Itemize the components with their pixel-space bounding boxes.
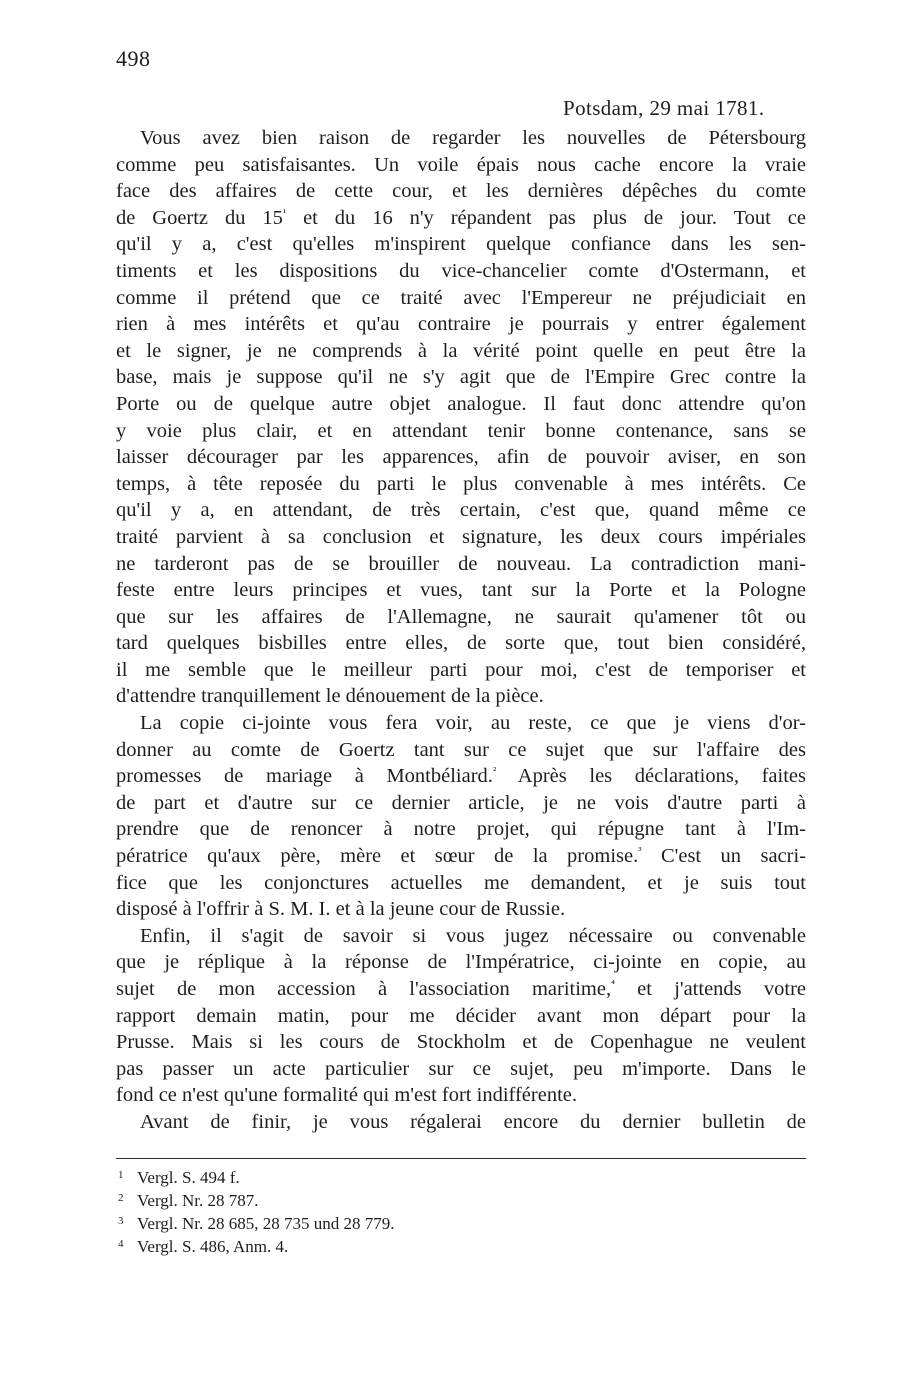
text-line: traité parvient à sa conclusion et signature, les deux cours impériales — [116, 525, 806, 548]
footnote — [118, 1164, 808, 1187]
letter-body — [116, 125, 806, 1136]
text-segment: promesses de mariage à Montbéliard. — [116, 765, 493, 788]
text-line: comme peu satisfaisantes. Un voile épais nous cache encore la vraie — [116, 153, 806, 176]
footnote — [118, 1210, 808, 1233]
text-segment: de Goertz du 15 — [116, 206, 283, 229]
text-line: face des affaires de cette cour, et les dernières dépêches du comte — [116, 180, 806, 203]
text-line: La copie ci-jointe vous fera voir, au reste, ce que je viens d'or- — [140, 712, 806, 735]
footnote-separator — [116, 1158, 806, 1159]
text-line: fice que les conjonctures actuelles me demandent, et je suis tout — [116, 871, 806, 894]
text-line: qu'il y a, en attendant, de très certain, c'est que, quand même ce — [116, 499, 806, 522]
text-line: Vous avez bien raison de regarder les nouvelles de Pétersbourg — [140, 127, 806, 149]
text-segment: Après les déclarations, faites — [496, 765, 806, 788]
text-line: timents et les dispositions du vice-chancelier comte d'Ostermann, et — [116, 259, 806, 282]
text-segment: C'est un sacri- — [641, 845, 806, 868]
text-line — [116, 763, 806, 790]
text-segment: et j'attends votre — [614, 978, 806, 1000]
text-line: comme il prétend que ce traité avec l'Empereur ne préjudiciait en — [116, 286, 806, 309]
text-line: feste entre leurs principes et vues, tant sur la Porte et la Pologne — [116, 579, 806, 602]
footnote-ref: ¹ — [282, 206, 287, 219]
footnote-text: Vergl. Nr. 28 787. — [137, 1191, 259, 1210]
letter-dateline: Potsdam, 29 mai 1781. — [563, 96, 765, 120]
footnote-text: Vergl. S. 494 f. — [137, 1168, 240, 1187]
footnote — [118, 1233, 808, 1256]
footnote-mark: 3 — [118, 1215, 124, 1227]
text-line: qu'il y a, c'est qu'elles m'inspirent quelque confiance dans les sen- — [116, 233, 806, 256]
text-line — [116, 976, 806, 1003]
text-line: temps, à tête reposée du parti le plus convenable à mes intérêts. Ce — [116, 472, 806, 495]
text-line: rapport demain matin, pour me décider avant mon départ pour la — [116, 1004, 806, 1027]
page-number: 498 — [116, 46, 151, 71]
text-line: que sur les affaires de l'Allemagne, ne saurait qu'amener tôt ou — [116, 605, 806, 628]
text-line: y voie plus clair, et en attendant tenir bonne contenance, sans se — [116, 419, 806, 442]
text-line: Porte ou de quelque autre objet analogue. Il faut donc attendre qu'on — [116, 392, 806, 415]
text-line: Prusse. Mais si les cours de Stockholm et de Copenhague ne veulent — [116, 1031, 806, 1054]
footnotes — [118, 1164, 808, 1256]
footnote-mark: 1 — [118, 1169, 124, 1181]
text-segment: pératrice qu'aux père, mère et sœur de la promise. — [116, 845, 639, 868]
footnote-mark: 4 — [118, 1238, 124, 1250]
text-line — [116, 843, 806, 870]
text-line: tard quelques bisbilles entre elles, de sorte que, tout bien considéré, — [116, 632, 806, 655]
text-line: Avant de finir, je vous régalerai encore du dernier bulletin de — [140, 1110, 806, 1133]
text-line: pas passer un acte particulier sur ce sujet, peu m'importe. Dans le — [116, 1057, 806, 1080]
text-line: que je réplique à la réponse de l'Impératrice, ci-jointe en copie, au — [116, 951, 806, 974]
text-line: il me semble que le meilleur parti pour moi, c'est de temporiser et — [116, 658, 806, 681]
text-line: de part et d'autre sur ce dernier article, je ne vois d'autre parti à — [116, 791, 806, 814]
text-line: ne tarderont pas de se brouiller de nouveau. La contradiction mani- — [116, 552, 806, 575]
footnote — [118, 1187, 808, 1210]
text-line: fond ce n'est qu'une formalité qui m'est fort indifférente. — [116, 1084, 577, 1107]
text-line: base, mais je suppose qu'il ne s'y agit que de l'Empire Grec contre la — [116, 366, 806, 389]
text-line: Enfin, il s'agit de savoir si vous jugez nécessaire ou convenable — [140, 924, 806, 947]
text-line: et le signer, je ne comprends à la vérité point quelle en peut être la — [116, 339, 806, 362]
text-line: disposé à l'offrir à S. M. I. et à la jeune cour de Russie. — [116, 898, 566, 921]
footnote-ref: ⁴ — [611, 978, 615, 991]
footnote-text: Vergl. Nr. 28 685, 28 735 und 28 779. — [137, 1214, 395, 1233]
footnote-ref: ³ — [638, 845, 642, 858]
text-line: laisser décourager par les apparences, afin de pouvoir aviser, en son — [116, 446, 806, 469]
text-line — [116, 205, 806, 232]
text-segment: et du 16 n'y répandent pas plus de jour. Tout ce — [286, 206, 806, 229]
text-segment: sujet de mon accession à l'association maritime, — [116, 978, 612, 1000]
footnote-text: Vergl. S. 486, Anm. 4. — [137, 1237, 289, 1256]
text-line: prendre que de renoncer à notre projet, qui répugne tant à l'Im- — [116, 818, 806, 841]
text-line: donner au comte de Goertz tant sur ce sujet que sur l'affaire des — [116, 738, 806, 761]
footnote-ref: ² — [492, 765, 497, 778]
text-line: d'attendre tranquillement le dénouement de la pièce. — [116, 685, 544, 708]
text-line: rien à mes intérêts et qu'au contraire je pourrais y entrer également — [116, 313, 806, 336]
footnote-mark: 2 — [118, 1192, 124, 1204]
